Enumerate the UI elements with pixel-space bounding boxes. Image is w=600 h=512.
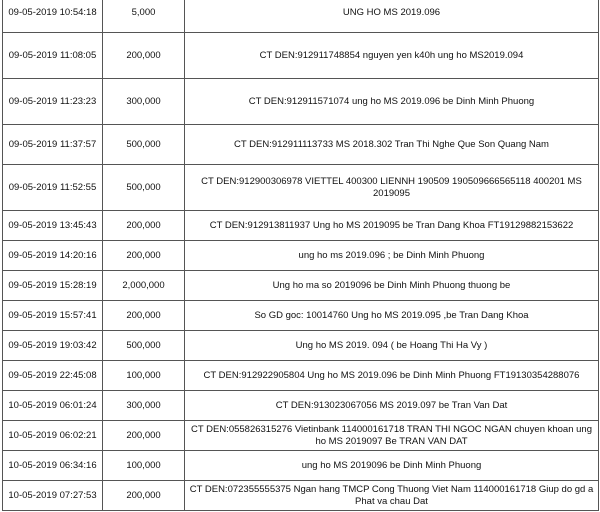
cell-amount: 5,000 [103,0,185,33]
cell-description: CT DEN:913023067056 MS 2019.097 be Tran Van Dat [185,391,599,421]
cell-description: ung ho MS 2019096 be Dinh Minh Phuong [185,451,599,481]
cell-description: CT DEN:912911571074 ung ho MS 2019.096 be Dinh Minh Phuong [185,79,599,125]
table-row [3,361,599,391]
cell-datetime: 09-05-2019 15:28:19 [3,271,103,301]
cell-datetime: 09-05-2019 14:20:16 [3,241,103,271]
table-row [3,79,599,125]
table-row [3,165,599,211]
cell-datetime: 09-05-2019 13:45:43 [3,211,103,241]
table-row [3,0,599,33]
cell-amount: 200,000 [103,301,185,331]
cell-amount: 300,000 [103,391,185,421]
table-row [3,451,599,481]
cell-datetime: 09-05-2019 15:57:41 [3,301,103,331]
cell-description: CT DEN:912913811937 Ung ho MS 2019095 be Tran Dang Khoa FT19129882153622 [185,211,599,241]
table-row [3,211,599,241]
cell-amount: 500,000 [103,165,185,211]
table-row [3,331,599,361]
cell-amount: 100,000 [103,361,185,391]
cell-datetime: 09-05-2019 11:23:23 [3,79,103,125]
cell-description: CT DEN:912900306978 VIETTEL 400300 LIENNH 190509 190509666565118 400201 MS 2019095 [185,165,599,211]
cell-datetime: 09-05-2019 22:45:08 [3,361,103,391]
table-row [3,421,599,451]
cell-amount: 500,000 [103,331,185,361]
table-row [3,241,599,271]
cell-description: Ung ho MS 2019. 094 ( be Hoang Thi Ha Vy ) [185,331,599,361]
cell-datetime: 10-05-2019 06:02:21 [3,421,103,451]
cell-datetime: 09-05-2019 11:08:05 [3,33,103,79]
cell-description: CT DEN:072355555375 Ngan hang TMCP Cong Thuong Viet Nam 114000161718 Giup do gd a Phat va chau Dat [185,481,599,511]
table-row [3,271,599,301]
table-row [3,481,599,511]
cell-amount: 100,000 [103,451,185,481]
table-row [3,301,599,331]
cell-description: CT DEN:912922905804 Ung ho MS 2019.096 be Dinh Minh Phuong FT19130354288076 [185,361,599,391]
cell-datetime: 10-05-2019 07:27:53 [3,481,103,511]
cell-description: Ung ho ma so 2019096 be Dinh Minh Phuong thuong be [185,271,599,301]
cell-datetime: 09-05-2019 11:52:55 [3,165,103,211]
cell-amount: 200,000 [103,481,185,511]
cell-amount: 200,000 [103,241,185,271]
transactions-table [2,0,599,511]
cell-description: CT DEN:055826315276 Vietinbank 114000161718 TRAN THI NGOC NGAN chuyen khoan ung ho MS 2019097 Be TRAN VAN DAT [185,421,599,451]
cell-description: CT DEN:912911748854 nguyen yen k40h ung ho MS2019.094 [185,33,599,79]
cell-description: ung ho ms 2019.096 ; be Dinh Minh Phuong [185,241,599,271]
cell-datetime: 10-05-2019 06:34:16 [3,451,103,481]
cell-datetime: 09-05-2019 10:54:18 [3,0,103,33]
cell-description: So GD goc: 10014760 Ung ho MS 2019.095 ,be Tran Dang Khoa [185,301,599,331]
cell-datetime: 10-05-2019 06:01:24 [3,391,103,421]
cell-amount: 2,000,000 [103,271,185,301]
cell-amount: 200,000 [103,211,185,241]
cell-description: UNG HO MS 2019.096 [185,0,599,33]
table-row [3,33,599,79]
table-row [3,391,599,421]
cell-amount: 200,000 [103,33,185,79]
table-row [3,125,599,165]
cell-description: CT DEN:912911113733 MS 2018.302 Tran Thi Nghe Que Son Quang Nam [185,125,599,165]
cell-amount: 500,000 [103,125,185,165]
cell-amount: 200,000 [103,421,185,451]
cell-datetime: 09-05-2019 19:03:42 [3,331,103,361]
cell-amount: 300,000 [103,79,185,125]
cell-datetime: 09-05-2019 11:37:57 [3,125,103,165]
